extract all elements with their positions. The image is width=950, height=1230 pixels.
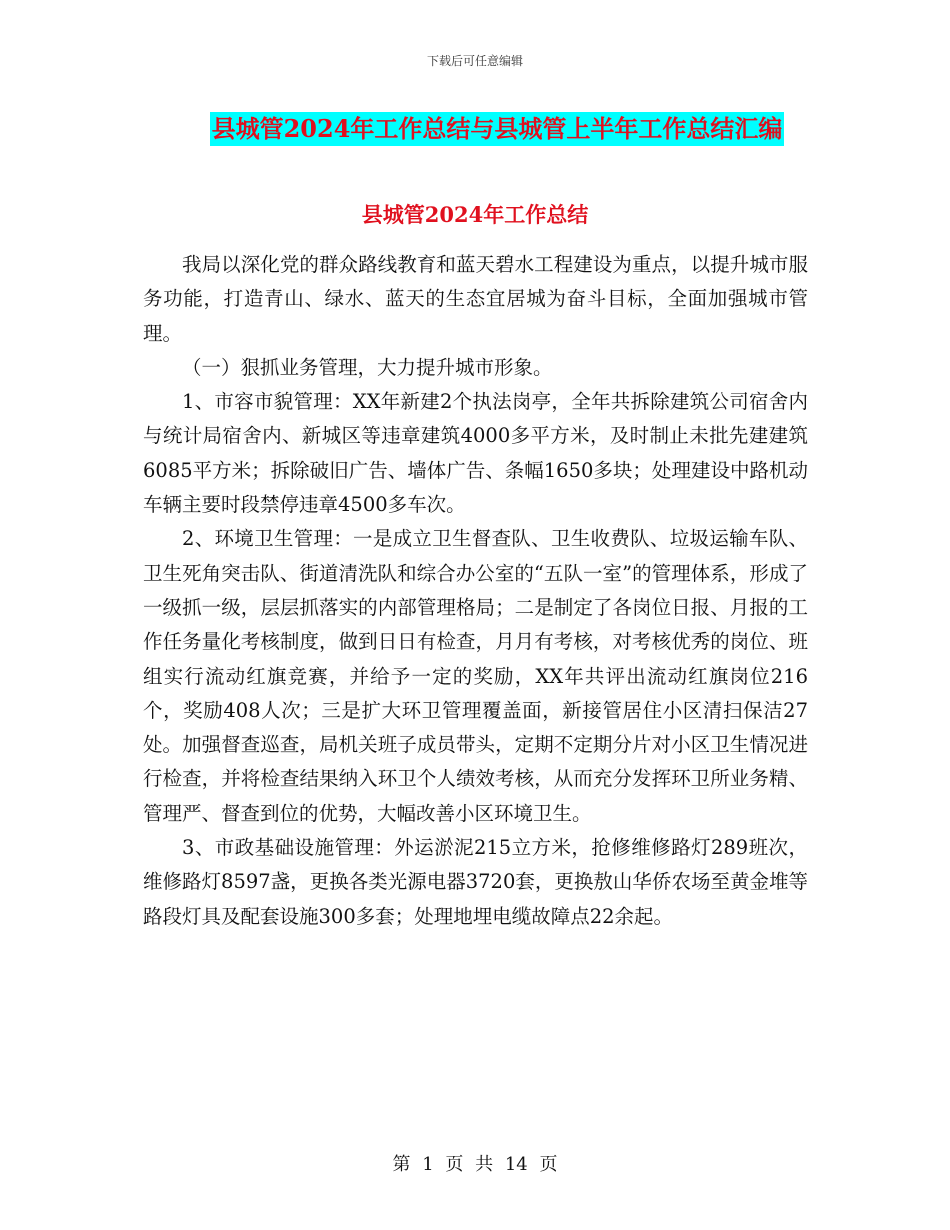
paragraph-heading-1: （一）狠抓业务管理，大力提升城市形象。 xyxy=(182,355,553,379)
page-header-note: 下载后可任意编辑 xyxy=(426,54,523,68)
paragraph-municipal-infrastructure: 3、市政基础设施管理：外运淤泥215立方米，抢修维修路灯289班次，维修路灯8597盏，更换各类光源电器3720套，更换敖山华侨农场至黄金堆等路段灯具及配套设施300多套；处理地埋电缆故障点22余起。 xyxy=(143,836,808,928)
paragraph-intro: 我局以深化党的群众路线教育和蓝天碧水工程建设为重点，以提升城市服务功能，打造青山、绿水、蓝天的生态宜居城为奋斗目标，全面加强城市管理。 xyxy=(143,253,808,345)
document-title: 县城管2024年工作总结与县城管上半年工作总结汇编 xyxy=(210,112,785,146)
document-body xyxy=(143,248,808,934)
document-title-wrap xyxy=(0,112,950,146)
paragraph-sanitation: 2、环境卫生管理：一是成立卫生督查队、卫生收费队、垃圾运输车队、卫生死角突击队、街道清洗队和综合办公室的“五队一室”的管理体系，形成了一级抓一级，层层抓落实的内部管理格局；二是制定了各岗位日报、月报的工作任务量化考核制度，做到日日有检查，月月有考核，对考核优秀的岗位、班组实行流动红旗竞赛，并给予一定的奖励，XX年共评出流动红旗岗位216个，奖励408人次；三是扩大环卫管理覆盖面，新接管居住小区清扫保洁27处。加强督查巡查，局机关班子成员带头，定期不定期分片对小区卫生情况进行检查，并将检查结果纳入环卫个人绩效考核，从而充分发挥环卫所业务精、管理严、督查到位的优势，大幅改善小区环境卫生。 xyxy=(143,527,808,825)
page-counter: 第 1 页 共 14 页 xyxy=(392,1154,558,1175)
section-title: 县城管2024年工作总结 xyxy=(361,202,589,227)
paragraph-city-appearance: 1、市容市貌管理：XX年新建2个执法岗亭，全年共拆除建筑公司宿舍内与统计局宿舍内、新城区等违章建筑4000多平方米，及时制止未批先建建筑6085平方米；拆除破旧广告、墙体广告、条幅1650多块；处理建设中路机动车辆主要时段禁停违章4500多车次。 xyxy=(143,390,808,517)
